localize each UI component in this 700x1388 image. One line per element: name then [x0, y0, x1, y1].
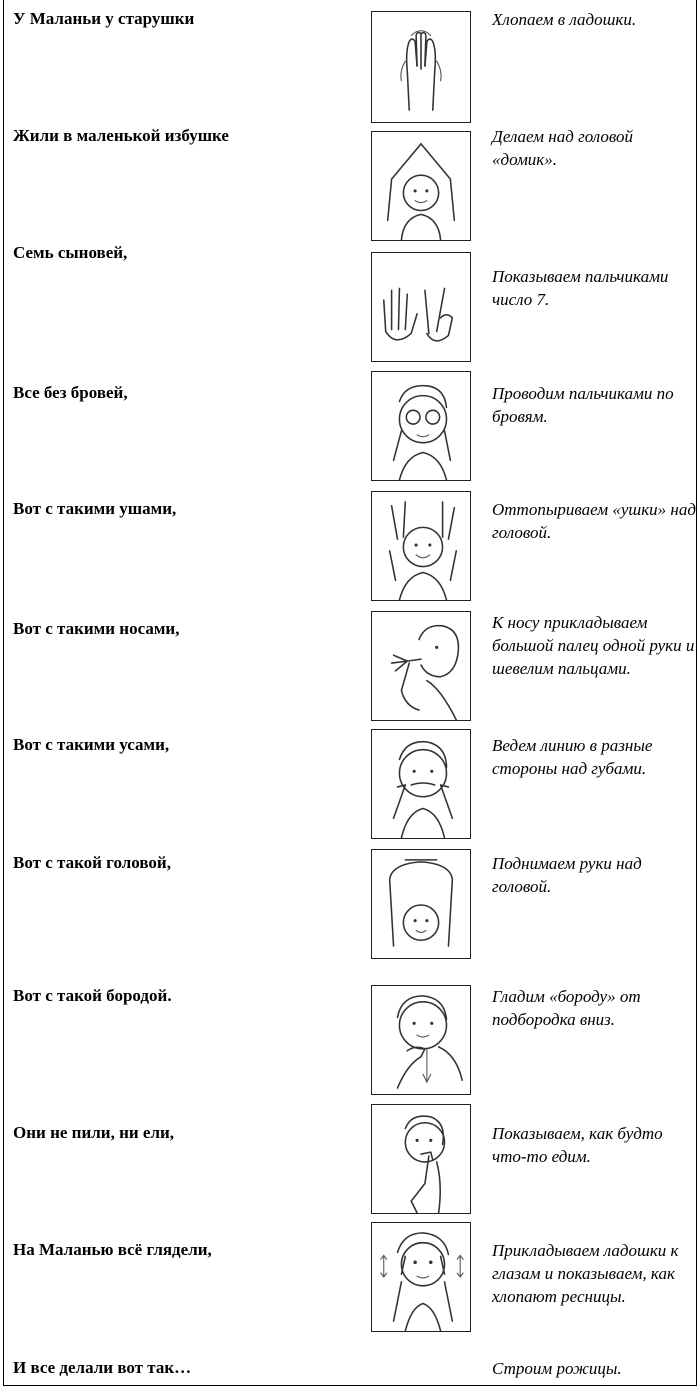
illustration	[371, 491, 471, 601]
nose-icon	[372, 612, 470, 720]
rhyme-table	[3, 0, 697, 1386]
verse-line: У Маланьи у старушки	[13, 9, 195, 28]
illustration	[371, 729, 471, 839]
action-description: Делаем над головой «домик».	[492, 127, 634, 169]
illustration	[371, 985, 471, 1095]
hands-roof-icon	[372, 132, 470, 240]
illustration	[371, 1222, 471, 1332]
illustration	[371, 131, 471, 241]
beard-icon	[372, 986, 470, 1094]
verse-line: Вот с такими усами,	[13, 735, 170, 754]
verse-line: Жили в маленькой избушке	[13, 126, 229, 145]
eyelashes-icon	[372, 1223, 470, 1331]
illustration	[371, 371, 471, 481]
verse-line: Все без бровей,	[13, 383, 128, 402]
illustration	[371, 611, 471, 721]
verse-line: И все делали вот так…	[13, 1358, 192, 1377]
action-description: Поднимаем руки над головой.	[492, 854, 642, 896]
illustration	[371, 1104, 471, 1214]
verse-line: На Маланью всё глядели,	[13, 1240, 212, 1259]
ears-icon	[372, 492, 470, 600]
action-description: Показываем, как будто что-то едим.	[492, 1124, 663, 1166]
verse-line: Вот с такими носами,	[13, 619, 180, 638]
action-description: Оттопыриваем «ушки» над головой.	[492, 500, 696, 542]
action-description: Проводим пальчиками по бровям.	[492, 384, 674, 426]
action-description: Прикладываем ладошки к глазам и показываем, как хлопают ресницы.	[492, 1241, 679, 1306]
verse-line: Вот с такими ушами,	[13, 499, 177, 518]
verse-line: Вот с такой бородой.	[13, 986, 172, 1005]
clapping-hands-icon	[372, 12, 470, 122]
illustration	[371, 11, 471, 123]
action-description: Показываем пальчиками число 7.	[492, 267, 669, 309]
verse-line: Семь сыновей,	[13, 243, 128, 262]
illustration	[371, 252, 471, 362]
seven-fingers-icon	[372, 253, 470, 361]
eyebrows-icon	[372, 372, 470, 480]
verse-line: Они не пили, ни ели,	[13, 1123, 175, 1142]
hands-up-icon	[372, 850, 470, 958]
action-description: К носу прикладываем большой палец одной руки и шевелим пальцами.	[492, 613, 695, 678]
verse-line: Вот с такой головой,	[13, 853, 171, 872]
action-description: Гладим «бороду» от подбородка вниз.	[492, 987, 641, 1029]
mustache-icon	[372, 730, 470, 838]
action-description: Ведем линию в разные стороны над губами.	[492, 736, 653, 778]
illustration	[371, 849, 471, 959]
action-description: Хлопаем в ладошки.	[492, 10, 637, 29]
action-description: Строим рожицы.	[492, 1359, 622, 1378]
eating-icon	[372, 1105, 470, 1213]
